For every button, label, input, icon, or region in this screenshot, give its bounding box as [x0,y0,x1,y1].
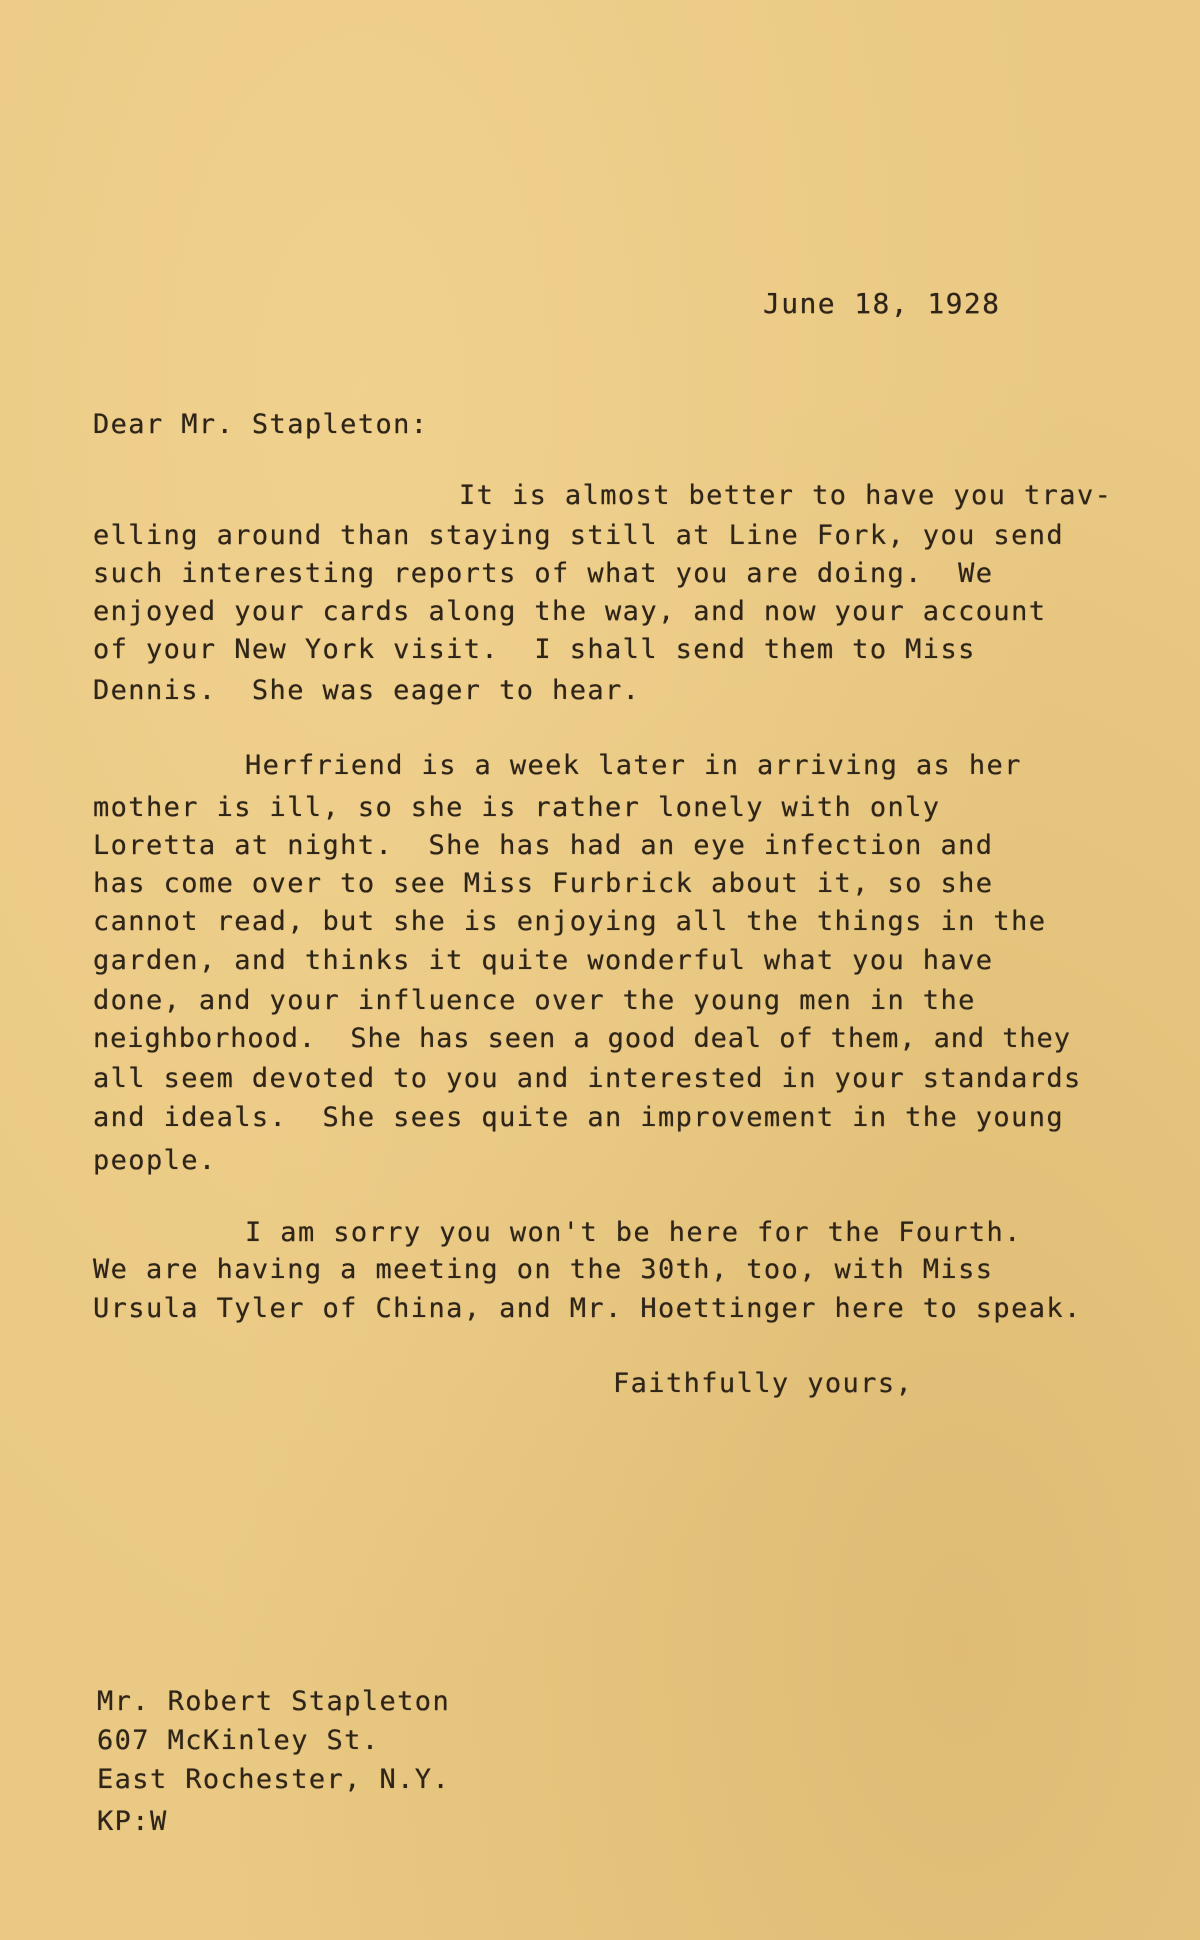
paragraph-line: all seem devoted to you and interested in your standards [93,1063,1082,1094]
paragraph-line: I am sorry you won't be here for the Fourth. [245,1217,1022,1248]
paragraph-line: elling around than staying still at Line Fork, you send [93,520,1065,551]
recipient-street: 607 McKinley St. [97,1725,380,1756]
recipient-name: Mr. Robert Stapleton [97,1686,451,1717]
paragraph-line: We are having a meeting on the 30th, too, with Miss [93,1254,994,1285]
paragraph-line: people. [93,1145,217,1176]
paragraph-line: Loretta at night. She has had an eye infection and [93,830,994,861]
paragraph-line: enjoyed your cards along the way, and now your account [93,596,1047,627]
typist-initials: KP:W [97,1806,168,1837]
paragraph-line: neighborhood. She has seen a good deal of them, and they [93,1023,1071,1054]
paragraph-line: cannot read, but she is enjoying all the things in the [93,906,1047,937]
paragraph-line: mother is ill, so she is rather lonely with only [93,792,941,823]
paragraph-line: of your New York visit. I shall send them to Miss [93,634,976,665]
paragraph-line: has come over to see Miss Furbrick about it, so she [93,868,994,899]
letter-closing: Faithfully yours, [613,1368,914,1399]
paragraph-line: Herfriend is a week later in arriving as her [245,750,1022,781]
letter-date: June 18, 1928 [763,287,1001,320]
paragraph-line: such interesting reports of what you are doing. We [93,558,994,589]
paragraph-line: done, and your influence over the young men in the [93,985,976,1016]
paragraph-line: garden, and thinks it quite wonderful what you have [93,945,994,976]
paragraph-line: Dennis. She was eager to hear. [93,675,641,706]
paragraph-line: It is almost better to have you trav- [459,480,1113,511]
paragraph-line: and ideals. She sees quite an improvement in the young [93,1102,1065,1133]
recipient-city: East Rochester, N.Y. [97,1764,451,1795]
letter-salutation: Dear Mr. Stapleton: [93,409,429,440]
paragraph-line: Ursula Tyler of China, and Mr. Hoettinger here to speak. [93,1293,1082,1324]
